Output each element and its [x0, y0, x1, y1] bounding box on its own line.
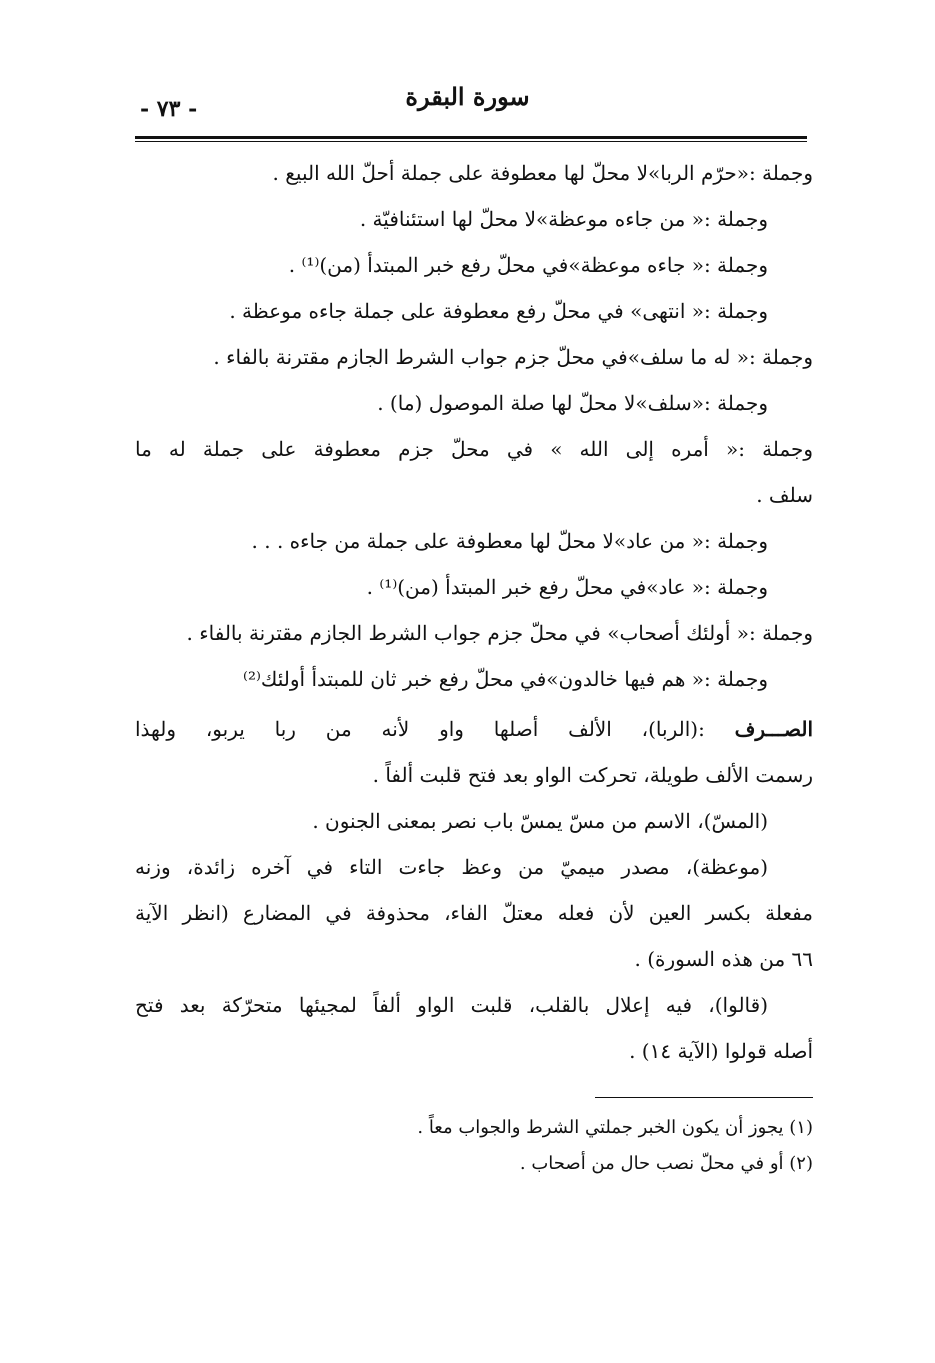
- maw-line: مفعلة بكسر العين لأن فعله معتلّ الفاء، محذوفة في المضارع (انظر الآية: [135, 901, 813, 925]
- footnote-rule: [595, 1097, 813, 1098]
- sentence-line: وجملة :« هم فيها خالدون»في محلّ رفع خبر ثان للمبتدأ أولئك⁽²⁾: [243, 667, 768, 691]
- maw-line: (موعظة)، مصدر ميميّ من وعظ جاءت التاء في آخره زائدة، وزنه: [135, 855, 768, 879]
- sentence-line: وجملة :« أمره إلى الله » في محلّ جزم معطوفة على جملة له ما: [135, 437, 813, 461]
- sentence-line: وجملة :« أولئك أصحاب» في محلّ جزم جواب الشرط الجازم مقترنة بالفاء .: [186, 621, 813, 645]
- header-rule-thin: [135, 141, 807, 142]
- sarf-heading: الصـــرف: [734, 717, 813, 741]
- footnote: (٢) أو في محلّ نصب حال من أصحاب .: [519, 1153, 813, 1174]
- sentence-line: وجملة :« انتهى» في محلّ رفع معطوفة على جملة جاءه موعظة .: [229, 299, 768, 323]
- sentence-line: وجملة :« عاد»في محلّ رفع خبر المبتدأ (من)⁽¹⁾ .: [366, 575, 768, 599]
- sarf-line: رسمت الألف طويلة، تحركت الواو بعد فتح قلبت ألفاً .: [372, 763, 813, 787]
- sentence-line-continued: سلف .: [756, 483, 813, 507]
- sentence-line: وجملة :« له ما سلف»في محلّ جزم جواب الشرط الجازم مقترنة بالفاء .: [213, 345, 813, 369]
- page-number: - ٧٣ -: [140, 96, 198, 122]
- footnotes: [133, 1110, 813, 1182]
- sentence-line: وجملة :« جاءه موعظة»في محلّ رفع خبر المبتدأ (من)⁽¹⁾ .: [288, 253, 768, 277]
- sarf-paragraph: [135, 706, 813, 752]
- page-title: سورة البقرة: [405, 82, 530, 111]
- qalu-line: (قالوا)، فيه إعلال بالقلب، قلبت الواو ألفاً لمجيئها متحرّكة بعد فتح: [135, 993, 768, 1017]
- header-rule: [135, 136, 807, 139]
- sentence-line: وجملة :« من عاد»لا محلّ لها معطوفة على جملة من جاءه . . .: [251, 529, 768, 553]
- qalu-line: أصله قولوا (الآية ١٤) .: [629, 1039, 813, 1063]
- sarf-text: :(الربا)، الألف أصلها واو لأنه من ربا يربو، ولهذا: [135, 717, 705, 741]
- massa-line: (المسّ)، الاسم من مسّ يمسّ باب نصر بمعنى الجنون .: [312, 809, 768, 833]
- maw-line: ٦٦ من هذه السورة) .: [634, 947, 813, 971]
- sentence-line: وجملة :«سلف»لا محلّ لها صلة الموصول (ما) .: [377, 391, 768, 415]
- sentence-line: وجملة :«حرّم الربا»لا محلّ لها معطوفة على جملة أحلّ الله البيع .: [272, 161, 813, 185]
- footnote: (١) يجوز أن يكون الخبر جملتي الشرط والجواب معاً .: [417, 1117, 813, 1138]
- page-body: [135, 150, 813, 1074]
- sentence-line: وجملة :« من جاءه موعظة»لا محلّ لها استئنافيّة .: [359, 207, 768, 231]
